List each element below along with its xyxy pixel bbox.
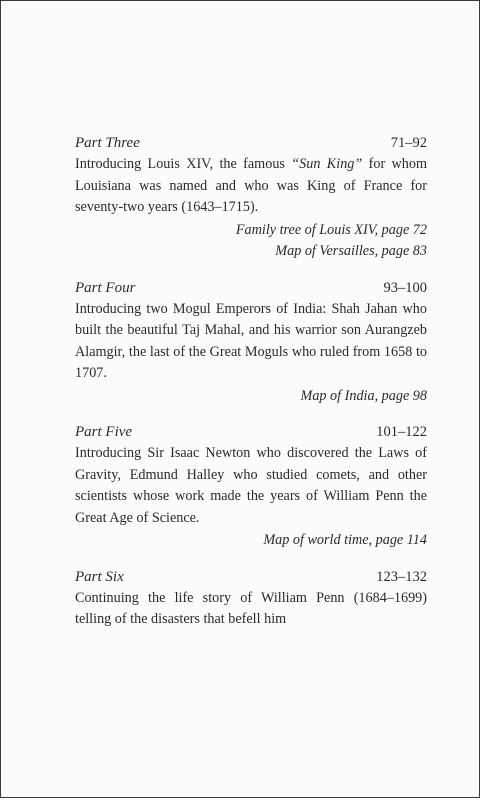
part-title: Part Four xyxy=(75,279,136,296)
section-references xyxy=(75,530,427,552)
page-range: 123–132 xyxy=(376,568,427,585)
part-title: Part Three xyxy=(75,135,140,151)
table-of-contents xyxy=(75,132,427,645)
desc-text: Introducing Louis XIV, the famous xyxy=(75,156,292,172)
section-part-three xyxy=(75,132,427,263)
section-header xyxy=(75,421,427,443)
page-range: 93–100 xyxy=(383,279,427,296)
part-title: Part Five xyxy=(75,424,133,440)
section-references xyxy=(75,386,427,408)
desc-text: for whom Louisiana was named and who was King of France for seventy-two years (1643–1715). xyxy=(75,156,428,215)
reference-line: Family tree of Louis XIV, page 72 xyxy=(235,221,427,238)
section-part-six xyxy=(75,566,427,631)
page-range: 101–122 xyxy=(376,424,427,440)
reference-line: Map of India, page 98 xyxy=(300,387,427,404)
page-range: 71–92 xyxy=(390,135,427,151)
section-header xyxy=(75,566,427,588)
reference-line: Map of Versailles, page 83 xyxy=(275,243,427,259)
part-title: Part Six xyxy=(75,568,124,585)
section-part-five xyxy=(75,421,427,552)
section-description: Introducing Sir Isaac Newton who discovered the Laws of Gravity, Edmund Halley who studied comets, and other scientists whose work made the years of William Penn the Great Age of Science. xyxy=(75,445,427,526)
section-part-four xyxy=(75,277,427,408)
section-header xyxy=(75,277,427,299)
section-header xyxy=(75,132,427,154)
section-description: Introducing two Mogul Emperors of India: Shah Jahan who built the beautiful Taj Mahal, and his warrior son Aurangzeb Alamgir, the last of the Great Moguls who ruled from 1658 to 1707. xyxy=(75,300,427,381)
desc-italic: “Sun King” xyxy=(291,156,363,172)
section-description xyxy=(75,154,427,219)
section-description: Continuing the life story of William Penn (1684–1699) telling of the disasters that befell him xyxy=(75,589,427,627)
section-references xyxy=(75,220,427,263)
reference-line: Map of world time, page 114 xyxy=(263,532,427,548)
